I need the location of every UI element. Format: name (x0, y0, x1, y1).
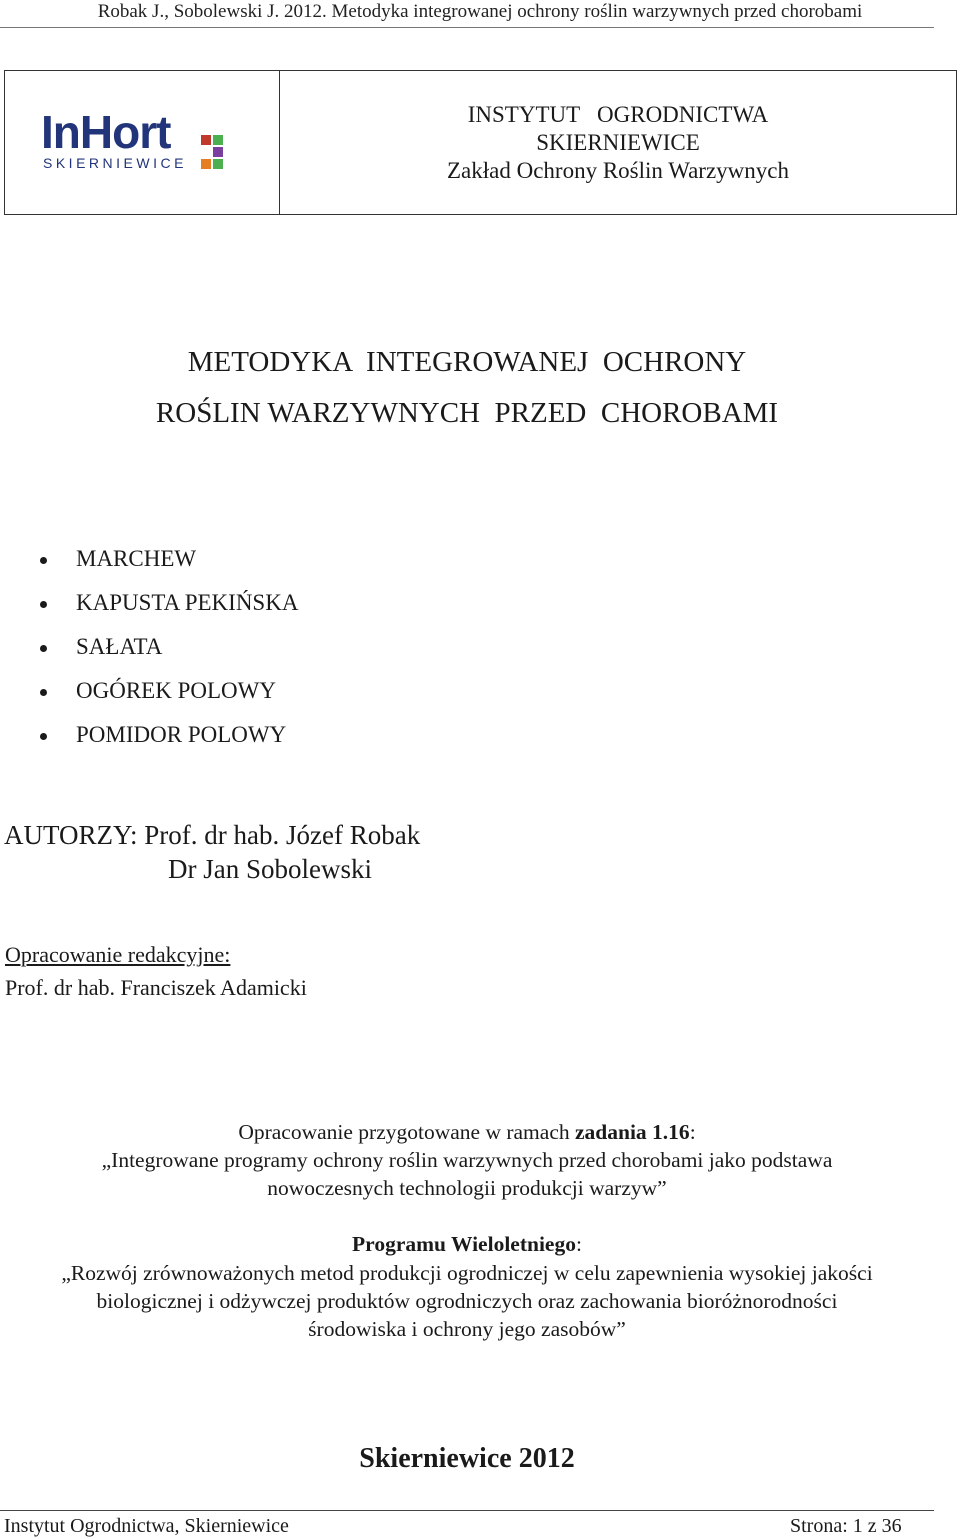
logo-square-green (213, 135, 223, 145)
logo-square-purple (213, 147, 223, 157)
authors-line-2: Dr Jan Sobolewski (168, 854, 372, 884)
place-year: Skierniewice 2012 (359, 1443, 575, 1474)
program-line-1: „Rozwój zrównoważonych metod produkcji ogrodniczej w celu zapewnienia wysokiej jakości (61, 1261, 873, 1285)
editorial-label: Opracowanie redakcyjne: (5, 942, 231, 967)
bullet-icon (40, 557, 47, 564)
bullet-icon (40, 733, 47, 740)
institution-line-1: INSTYTUT OGRODNICTWA (467, 102, 769, 127)
logo-square-green-2 (213, 159, 223, 169)
task-intro: Opracowanie przygotowane w ramach zadania 1.16: (238, 1120, 696, 1144)
footer-divider (0, 1510, 934, 1511)
crop-list (40, 540, 298, 760)
crop-item: MARCHEW (40, 540, 298, 584)
title-line-2: ROŚLIN WARZYWNYCH PRZED CHOROBAMI (155, 397, 779, 429)
logo-square-orange (201, 159, 211, 169)
logo-cell (5, 71, 280, 214)
bullet-icon (40, 689, 47, 696)
title-line-1: METODYKA INTEGROWANEJ OCHRONY (187, 346, 747, 378)
institution-line-3: Zakład Ochrony Roślin Warzywnych (446, 158, 789, 183)
inhort-logo: InHort (41, 106, 171, 158)
institution-name (280, 71, 956, 214)
editorial-name: Prof. dr hab. Franciszek Adamicki (5, 975, 307, 1000)
logo-square-red (201, 135, 211, 145)
crop-item: POMIDOR POLOWY (40, 716, 298, 760)
running-header: Robak J., Sobolewski J. 2012. Metodyka integrowanej ochrony roślin warzywnych przed chorobami (97, 1, 863, 22)
program-line-2: biologicznej i odżywczej produktów ogrodniczych oraz zachowania bioróżnorodności (96, 1289, 838, 1313)
bullet-icon (40, 601, 47, 608)
crop-item: KAPUSTA PEKIŃSKA (40, 584, 298, 628)
page-number: Strona: 1 z 36 (790, 1515, 902, 1537)
crop-item: OGÓREK POLOWY (40, 672, 298, 716)
task-quote-line-1: „Integrowane programy ochrony roślin warzywnych przed chorobami jako podstawa (101, 1148, 833, 1172)
program-line-3: środowiska i ochrony jego zasobów” (308, 1317, 626, 1341)
bullet-icon (40, 645, 47, 652)
task-quote-line-2: nowoczesnych technologii produkcji warzyw” (267, 1176, 667, 1200)
task-number: zadania 1.16 (575, 1120, 690, 1144)
institution-box (4, 70, 957, 215)
program-heading: Programu Wieloletniego: (352, 1232, 582, 1256)
crop-item: SAŁATA (40, 628, 298, 672)
footer-institution: Instytut Ogrodnictwa, Skierniewice (4, 1515, 289, 1537)
institution-line-2: SKIERNIEWICE (536, 130, 700, 155)
header-divider (0, 27, 934, 28)
authors-line-1: AUTORZY: Prof. dr hab. Józef Robak (4, 820, 421, 850)
logo-subtitle: SKIERNIEWICE (43, 155, 187, 171)
